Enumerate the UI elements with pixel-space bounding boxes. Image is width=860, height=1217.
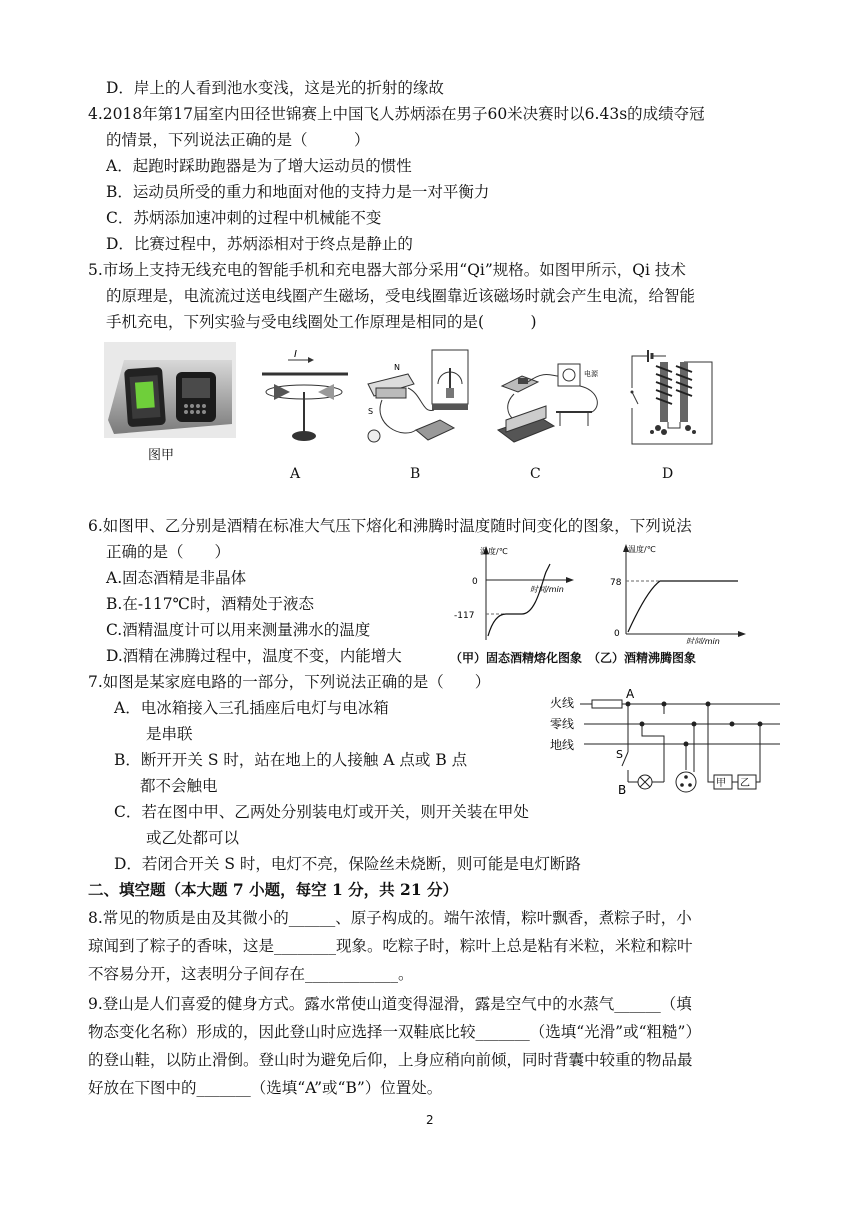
label-b: B	[410, 466, 421, 482]
q4-stem-line1: 4.2018年第17届室内田径世锦赛上中国飞人苏炳添在男子60米决赛时以6.43s的成绩夺冠	[88, 105, 705, 123]
fig-jia-caption: 图甲	[148, 448, 175, 463]
neutral-wire-label: 零线	[550, 717, 575, 731]
q6-option-a: A.固态酒精是非晶体	[106, 569, 247, 587]
q6-stem-line2: 正确的是（ ）	[106, 543, 231, 561]
q9-line1: 9.登山是人们喜爱的健身方式。露水常使山道变得湿滑，露是空气中的水蒸气______（填	[88, 995, 692, 1013]
q8-line1: 8.常见的物质是由及其微小的______、原子构成的。端午浓情，粽叶飘香，煮粽子时，小	[88, 909, 692, 927]
q6-option-d: D.酒精在沸腾过程中，温度不变，内能增大	[106, 647, 402, 665]
position-jia-label: 甲	[716, 778, 726, 789]
melting-tick-0: 0	[472, 577, 478, 587]
q6-graph-caption: （甲）固态酒精熔化图象 （乙）酒精沸腾图象	[450, 651, 697, 665]
boiling-ylabel: 温度/℃	[628, 545, 656, 554]
q7-option-c-line2: 或乙处都可以	[146, 829, 240, 847]
q7-option-d: D．若闭合开关 S 时，电灯不亮，保险丝未烧断，则可能是电灯断路	[114, 855, 581, 873]
q4-stem-line2: 的情景，下列说法正确的是（ ）	[106, 131, 370, 149]
q6-option-b: B.在-117℃时，酒精处于液态	[106, 595, 314, 613]
q4-option-d: D．比赛过程中，苏炳添相对于终点是静止的	[106, 235, 413, 253]
q7-option-c-line1: C．若在图中甲、乙两处分别装电灯或开关，则开关装在甲处	[114, 803, 529, 821]
boiling-xlabel: 时间/min	[686, 637, 720, 644]
household-circuit-diagram	[546, 686, 782, 798]
q4-option-c: C．苏炳添加速冲刺的过程中机械能不变	[106, 209, 382, 227]
q6-stem-line1: 6.如图甲、乙分别是酒精在标准大气压下熔化和沸腾时温度随时间变化的图象，下列说法	[88, 517, 692, 535]
melting-graph	[446, 542, 576, 644]
figure-a-oersted	[258, 348, 352, 448]
melting-ylabel: 温度/℃	[480, 547, 508, 556]
label-d: D	[662, 466, 674, 482]
q7-stem: 7.如图是某家庭电路的一部分，下列说法正确的是（ ）	[88, 673, 491, 691]
q9-line2: 物态变化名称）形成的，因此登山时应选择一双鞋底比较_______（选填“光滑”或“粗糙”）	[88, 1023, 701, 1041]
q7-option-b-line2: 都不会触电	[140, 777, 218, 795]
q4-option-a: A．起跑时踩助跑器是为了增大运动员的惯性	[106, 157, 412, 175]
page-number: 2	[426, 1113, 434, 1127]
q4-option-b: B．运动员所受的重力和地面对他的支持力是一对平衡力	[106, 183, 490, 201]
section-2-title: 二、填空题（本大题 7 小题，每空 1 分，共 21 分）	[88, 880, 459, 899]
q6-option-c: C.酒精温度计可以用来测量沸水的温度	[106, 621, 371, 639]
melting-tick-117: -117	[454, 611, 475, 621]
s-pole-label: S	[368, 407, 374, 416]
boiling-tick-0: 0	[614, 629, 620, 639]
q9-line4: 好放在下图中的_______（选填“A”或“B”）位置处。	[88, 1079, 443, 1097]
q5-stem-line3: 手机充电，下列实验与受电线圈处工作原理是相同的是( )	[106, 313, 537, 331]
q7-option-b-line1: B．断开开关 S 时，站在地上的人接触 A 点或 B 点	[114, 751, 468, 769]
three-hole-socket	[676, 772, 696, 792]
power-supply-label: 电源	[584, 370, 598, 378]
label-c: C	[530, 466, 541, 482]
current-label: I	[294, 349, 297, 360]
q5-stem-line2: 的原理是，电流流过送电线圈产生磁场，受电线圈靠近该磁场时就会产生电流，给智能	[106, 287, 696, 305]
q7-option-a-line2: 是串联	[146, 725, 193, 743]
figure-b-generator	[362, 344, 478, 448]
position-yi-label: 乙	[740, 778, 750, 789]
ground-wire-label: 地线	[550, 738, 575, 752]
q7-option-a-line1: A．电冰箱接入三孔插座后电灯与电冰箱	[114, 699, 389, 717]
fuse	[592, 700, 622, 708]
wireless-charger-photo	[104, 342, 236, 438]
switch-s-label: S	[616, 748, 623, 761]
q9-line3: 的登山鞋，以防止滑倒。登山时为避免后仰，上身应稍向前倾，同时背囊中较重的物品最	[88, 1051, 693, 1069]
live-wire-label: 火线	[550, 696, 575, 710]
point-a-label: A	[626, 687, 635, 701]
q8-line3: 不容易分开，这表明分子间存在____________。	[88, 965, 414, 983]
n-pole-label: N	[394, 363, 400, 372]
q5-stem-line1: 5.市场上支持无线充电的智能手机和充电器大部分采用“Qi”规格。如图甲所示，Qi 技术	[88, 261, 686, 279]
boiling-tick-78: 78	[610, 578, 622, 588]
q8-line2: 琼闻到了粽子的香味，这是________现象。吃粽子时，粽叶上总是粘有米粒，米粒和粽叶	[88, 937, 693, 955]
boiling-graph	[598, 540, 748, 644]
label-a: A	[290, 466, 301, 482]
point-b-label: B	[618, 783, 627, 797]
figure-c-motor	[494, 360, 606, 448]
q3-option-d: D．岸上的人看到池水变浅，这是光的折射的缘故	[106, 79, 444, 97]
melting-xlabel: 时间/min	[530, 585, 564, 594]
figure-d-electromagnet	[622, 348, 716, 448]
